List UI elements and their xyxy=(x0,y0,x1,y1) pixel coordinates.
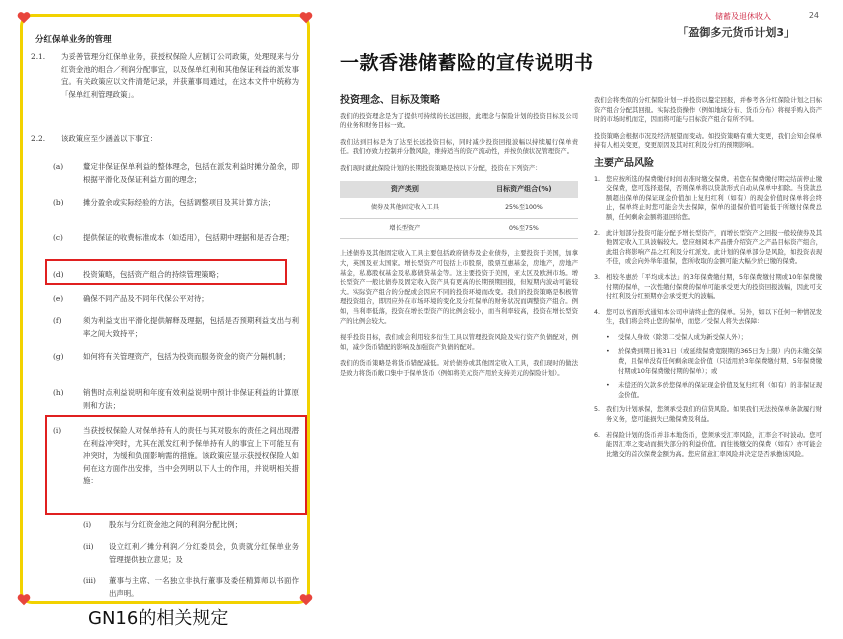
list-item: 5. 我们为计划承保，您须承受我们的信贷风险。如果我们无法按保单条款履行财务义务，您可能损失已缴保费及利益。 xyxy=(594,406,822,424)
asset-allocation-table: 资产类别 目标资产组合(%) 债券及其他固定收入工具 25%至100% 增长型资产 0%至75% xyxy=(340,181,578,240)
list-item: 1. 您应按所选的保费缴付时间表准时缴交保费。若您在保费缴付期完结前停止缴交保费，您可选择退保，否则保单将以贷款形式自动从保单中扣除。当贷款总额超出保单的保证现金价值加上复归红利（如有）的现金价值时保单将会终止，保单终止时您可能会失去保障，保单的退保价值可能低于所缴付保费总额，任何剩余金额将退回给您。 xyxy=(594,175,822,221)
bullet-icon: • xyxy=(606,382,610,390)
clause-f: (f) 须为利益支出平滑化提供解释及理据，包括是否预期利益支出与利率之间大致持平； xyxy=(53,316,299,338)
clause-h: (h) 销售时点利益说明和年度有效利益说明中预计非保证利益的计算原则和方法； xyxy=(53,388,299,410)
clause-c: (c) 提供保证的收费标准成本（如适用），包括期中理据和是否合理； xyxy=(53,233,294,242)
heart-icon xyxy=(299,11,313,25)
clause-2-2: 2.2. 该政策应至少涵盖以下事宜： xyxy=(31,134,158,143)
clause-a: (a) 釐定非保证保单利益的整体理念，包括在派发利益时摊分盈余，即根据平滑化及保证利益方面的理念； xyxy=(53,162,299,184)
list-item: 4. 您可以书面形式通知本公司申请终止您的保单。另外，如以下任何一种情况发生，我们将会终止您的保单，而您／受保人将失去保障： xyxy=(594,308,822,326)
table-row: 增长型资产 0%至75% xyxy=(340,218,578,239)
clause-e: (e) 确保不同产品及不同年代保公平对待； xyxy=(53,294,209,303)
section-title-investment: 投资理念、目标及策略 xyxy=(340,95,440,106)
clause-b: (b) 摊分盈余或实际经验的方法，包括调整项目及其计算方法； xyxy=(53,198,276,207)
list-item: • 受保人身故（除第二受保人成为新受保人外）； xyxy=(606,333,748,341)
clause-i: (i) 当获授权保险人对保单持有人的责任与其对股东的责任之间出现潜在利益冲突时，尤其在派发红利予保单持有人的事宜上下可能互有冲突时，为缓和负面影响需的措施。该政策应显示获授权保险人如何在这方面作出安排，当中会列明以下人士的作用，并说明相关措施： xyxy=(53,426,299,485)
bullet-icon: • xyxy=(606,333,610,341)
heart-icon xyxy=(17,593,31,607)
clause-i-iii: (iii) 董事与主席、一名独立非执行董事及委任精算师以书面作出声明。 xyxy=(83,576,299,598)
list-item: 6. 若保险计划的货币并非本地货币，您须承受汇率风险，汇率会不时波动。您可能因汇率之变动而损失部分的利益价值。而往後缴交的保费（如有）亦可能会比缴交的首次保费金额为高。您应留意汇率风险并决定是否承擔该风险。 xyxy=(594,431,822,458)
clause-2-1: 2.1. 为妥善管理分红保单业务，获授权保险人应制订公司政策，处理现来与分红资金池的组合／利润分配事宜，以及保单红利和其他保证利益的派发事宜。有关政策应以文件清楚记录，并获董事局通过，在这本文件中统称为「保单红利管理政策」。 xyxy=(31,52,299,99)
list-item: 3. 相较冬惠於「平均成本法」的3年保费缴付期，5年保费缴付期或10年保费缴付期的保单，一次性缴付保费的保单可能承受更大的投资回报波幅，因此可支付红利及分红预期亦会承受更大的波幅。 xyxy=(594,273,822,301)
left-caption: GN16的相关规定 xyxy=(88,608,229,629)
gn16-excerpt-panel xyxy=(20,14,310,604)
brochure-column-2: 我们会将类似的分红保险计划一并投资以釐定回报，并参考各分红保险计划之目标资产组合分配其回报。实际投资操作（例如地域分布、货币分布）将视乎购入资产时的市场时机而定，因而将可能与目标资产组合有所不同。 投资策略会根据市况及经济展望而变动。如投资策略有重大变更，我们会知会保单持有人相关变更，变更原因及其对红利及分红的预期影响。 主要产品风险 1. 您应按所选的保费缴付时间表准时缴交保费。若您在保费缴付期完结前停止缴交保费，您可选择退保，否则保单将以贷款形式自动从保单中扣除。当贷款总额超出保单的保证现金价值加上复归红利（如有）的现金价值时保单将会终止，保单终止时您可能会失去保障，保单的退保价值可能低于所缴付保费总额，任何剩余金额将退回给您。 2. 此计划部分投资可能分配予增长型资产，而增长型资产之回报一般较债券及其他固定收入工具波幅较大。您应细阅本产品册介绍资产之产品目标资产组合，此组合将影响产品之红利及分红派发。此计划的保单部分是风险，如投资表现不佳，或会向外举年退保，您所收取的金额可能大幅少於已缴的保费。 3. 相较冬惠於「平均成本法」的3年保费缴付期，5年保费缴付期或10年保费缴付期的保单，一次性缴付保费的保单可能承受更大的投资回报波幅，因此可支付红利及分红预期亦会承受更大的波幅。 4. 您可以书面形式通知本公司申请终止您的保单。另外，如以下任何一种情况发生，我们将会终止您的保单，而您／受保人将失去保障： • 受保人身故（除第二受保人成为新受保人外）； • 於保费到期日後31日（或延续保费宽限期的365日为上限）内仍未缴交保费，且保单没有任何剩余现金价值（只适用於3年保费缴付期、5年保费缴付期或10年保费缴付期的保单）；或 • 未偿还的欠款多於您保单的保证现金价值及复归红利（如有）的非保证现金价值。 5. 我们为计划承保，您须承受我们的信贷风险。如果我们无法按保单条款履行财务义务，您可能损失已缴保费及利益。 6. 若保险计划的货币并非本地货币，您须承受汇率风险，汇率会不时波动。您可能因汇率之变动而损失部分的利益价值。而往後缴交的保费（如有）亦可能会比缴交的首次保费金额为高。您应留意汇率风险并决定是否承擔该风险。 xyxy=(594,97,822,458)
list-item: 2. 此计划部分投资可能分配予增长型资产，而增长型资产之回报一般较债券及其他固定收入工具波幅较大。您应细阅本产品册介绍资产之产品目标资产组合，此组合将影响产品之红利及分红派发。此计划的保单部分是风险，如投资表现不佳，或会向外举年退保，您所收取的金额可能大幅少於已缴的保费。 xyxy=(594,229,822,266)
clause-i-i: (i) 股东与分红资金池之间的利润分配比例； xyxy=(83,520,243,529)
highlight-box-investment-strategy xyxy=(45,259,287,285)
product-title: 「盈御多元货币计划3」 xyxy=(677,26,795,39)
clause-g: (g) 如何将有关管理资产，包括为投资而服务资金的资产分隔机制； xyxy=(53,352,290,361)
bullet-icon: • xyxy=(606,348,610,356)
page-number: 24 xyxy=(808,11,819,20)
section-title-risks: 主要产品风险 xyxy=(594,157,654,169)
headline: 一款香港储蓄险的宣传说明书 xyxy=(340,52,594,74)
heart-icon xyxy=(17,11,31,25)
clause-d: (d) 投资策略，包括资产组合的持续管理策略； xyxy=(53,270,224,279)
clause-i-ii: (ii) 设立红利／摊分利润／分红委员会，负责就分红保单业务管理提供独立意见；及 xyxy=(83,542,299,564)
list-item: • 未偿还的欠款多於您保单的保证现金价值及复归红利（如有）的非保证现金价值。 xyxy=(606,382,822,399)
highlight-box-conflict-of-interest xyxy=(45,415,307,515)
table-row: 债券及其他固定收入工具 25%至100% xyxy=(340,198,578,218)
list-item: • 於保费到期日後31日（或延续保费宽限期的365日为上限）内仍未缴交保费，且保单没有任何剩余现金价值（只适用於3年保费缴付期、5年保费缴付期或10年保费缴付期的保单）；或 xyxy=(606,348,822,375)
heart-icon xyxy=(299,593,313,607)
brochure-column-1: 投资理念、目标及策略 我们的投资理念是为了提供可持续的长远回报，此理念与保险计划的投资目标及公司的业务和财务目标一致。 我们达到目标是为了达至长远投资目标，同时减少投资回报波幅以持续履行保单责任。我们亦致力控制并分散风险，维持适当的资产流动性，并按负债状况管理资产。 我们现时就此保险计划的长期投资策略是按以下分配，投资在下列资产： 资产类别 目标资产组合(%) 债券及其他固定收入工具 25%至100% 增长型资产 0%至75% 上述债券及其他固定收入工具主要包括政府债券及企业债券，主要投资于美国，加拿大，英国及亚太国家。增长型资产可包括上市股票，股票互惠基金，房地产，房地产基金，私募股权基金及私募债贷基金等。这主要投资于美国，亚太区及欧洲市场。增长型资产一般比债券及固定收入资产具有更高的长期预期回报，但短期内波动可能较大。实际资产组合的分配或会因应不同的投资环境而改变。我们的投资策略是积极管理投资组合，即因应外在市场环境的变化及分红保单的财务状况而调整资产组合。例如，当利率低落，投资在增长型资产的比例会较小，而当利率较高，投资在增长型资产的比例会较大。 视乎投资目标，我们或会利用较多衍生工具以管理投资风险及实行资产负债配对，例如，减少货币错配的影响及加强资产负债的配对。 我们的货币策略是将货币错配减低。对於债券或其他固定收入工具，我们现时的做法是致力将货币敞口集中于保单货币（例如将美元资产用於支持美元的保险计划）。 xyxy=(340,95,578,377)
excerpt-title: 分红保单业务的管理 xyxy=(35,35,112,45)
section-label: 储蓄及退休收入 xyxy=(715,12,771,21)
